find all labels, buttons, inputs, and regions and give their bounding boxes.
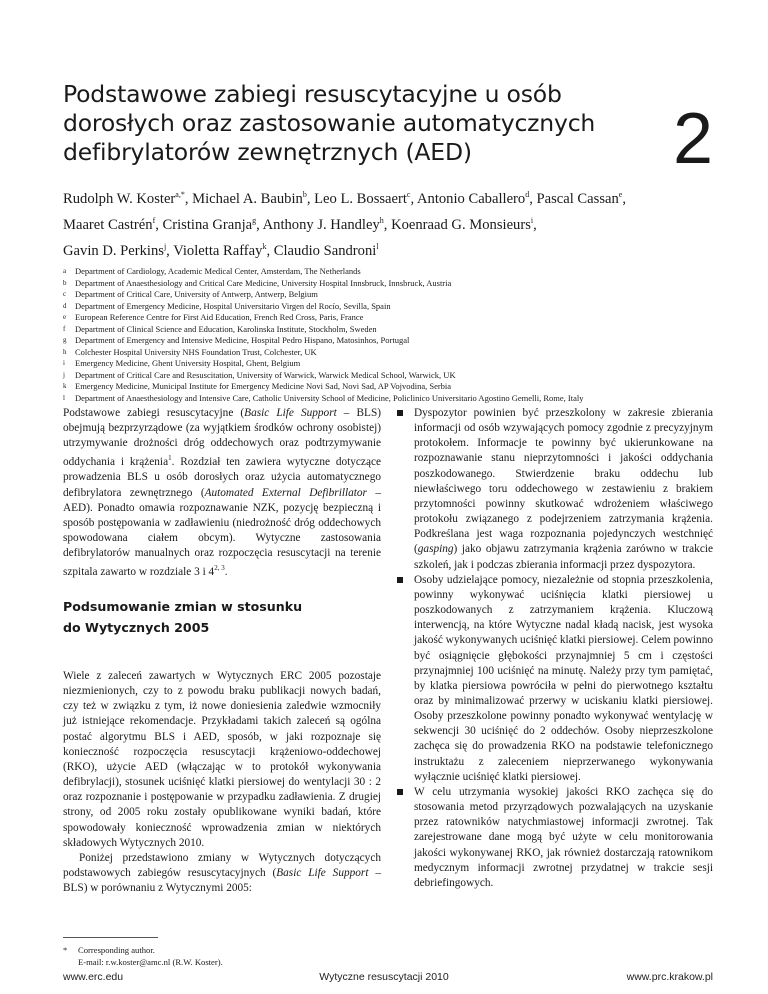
bullet-italic-term: gasping <box>417 543 454 556</box>
author-name: Claudio Sandroni <box>273 243 377 259</box>
author-name: Cristina Granja <box>162 217 253 233</box>
affiliation-text: Colchester Hospital University NHS Foundation Trust, Colchester, UK <box>75 346 317 357</box>
author-affiliation-mark: d <box>525 190 530 199</box>
affiliation-item <box>63 335 713 347</box>
author-name: Anthony J. Handley <box>262 217 380 233</box>
affiliation-text: Department of Anaesthesiology and Intensive Care, Catholic University School of Medicine, Policlinico Universitario Agostino Gemelli, Rome, Italy <box>75 393 584 404</box>
intro-text: – AED). Ponadto omawia rozpoznawanie NZK, pozycję bezpieczną i sposób postępowania w zadławieniu (niedrożność dróg oddechowych spowodowana ciałem obcym). Wytyczne zastosowania defibrylatorów manualnych oraz rozpoczęcia resuscytacji na terenie szpitala zawarto w rozdziale 3 i 4 <box>63 486 381 579</box>
title-line: dorosłych oraz zastosowanie automatycznych <box>63 109 596 137</box>
author-affiliation-mark: j <box>163 242 167 251</box>
bullet-text: ) jako objawu zatrzymania krążenia zarówno w trakcie szkoleń, jak i podczas zbierania informacji przez dyspozytora. <box>414 543 713 571</box>
footer-title: Wytyczne resuscytacji 2010 <box>319 971 449 983</box>
author-name: Antonio Caballero <box>416 191 526 207</box>
affiliation-text: Department of Critical Care and Resuscitation, University of Warwick, Warwick Medical School, Warwick, UK <box>75 369 456 380</box>
affiliation-item <box>63 266 713 278</box>
author-affiliation-mark: a,* <box>175 190 185 199</box>
author-affiliation-mark: b <box>302 190 307 199</box>
author-list: Rudolph W. Koster$^{a,*}$, Michael A. Baubin$^b$, Leo L. Bossaert$^c$, Antonio Caballero$^d$, Pascal Cassan$^e$, Maaret Castrén$^f$, Cristina Granja$^g$, Anthony J. Handley$^h$, Koenraad G. Monsieurs$^i$, Gavin D. Perkins$^j$, Violetta Raffay$^k$, Claudio Sandroni$^l$ <box>63 190 626 259</box>
affiliation-text: Department of Clinical Science and Education, Karolinska Institute, Stockholm, Sweden <box>75 323 377 334</box>
affiliation-item <box>63 381 713 393</box>
bullet-square-icon <box>397 789 403 795</box>
paragraph-text: – BLS) w porównaniu z Wytycznymi 2005: <box>63 867 381 895</box>
author-name: Michael A. Baubin <box>192 191 303 207</box>
author-affiliation-mark: l <box>376 242 379 251</box>
author-affiliation-mark: g <box>252 216 257 225</box>
affiliation-letter: j <box>63 370 65 379</box>
author-name: Gavin D. Perkins <box>63 243 164 259</box>
chapter-number: 2 <box>672 99 713 179</box>
footer-right-url[interactable]: www.prc.krakow.pl <box>626 971 713 983</box>
list-item <box>397 573 713 785</box>
affiliation-item <box>63 301 713 313</box>
footnote-text: Corresponding author. <box>78 945 155 955</box>
author-name: Maaret Castrén <box>63 217 153 233</box>
intro-italic-term: Automated External Defibrillator <box>204 486 367 499</box>
list-item <box>397 785 713 891</box>
affiliation-letter: e <box>63 313 67 322</box>
affiliation-text: Emergency Medicine, Ghent University Hospital, Ghent, Belgium <box>75 358 301 369</box>
intro-italic-term: Basic Life Support <box>244 407 337 419</box>
affiliation-letter: g <box>63 336 67 345</box>
affiliation-letter: i <box>63 359 65 368</box>
author-affiliation-mark: e <box>618 190 623 199</box>
affiliation-item <box>63 358 713 370</box>
heading-line: do Wytycznych 2005 <box>63 620 210 635</box>
affiliation-list <box>63 266 713 405</box>
footnote-divider <box>63 937 158 938</box>
affiliation-text: Department of Emergency Medicine, Hospital Universitario Virgen del Rocío, Sevilla, Spain <box>75 300 391 311</box>
affiliation-item <box>63 312 713 324</box>
heading-line: Podsumowanie zmian w stosunku <box>63 599 303 614</box>
affiliation-item <box>63 370 713 382</box>
affiliation-text: Department of Emergency and Intensive Medicine, Hospital Pedro Hispano, Matosinhos, Portugal <box>75 335 410 346</box>
title-line: defibrylatorów zewnętrznych (AED) <box>63 138 472 166</box>
author-affiliation-mark: h <box>379 216 384 225</box>
intro-text: . Rozdział ten zawiera wytyczne dotyczące prowadzenia BLS u osób dorosłych oraz użycia automatycznego defibrylatora zewnętrznego ( <box>63 456 381 499</box>
bullet-square-icon <box>397 577 403 583</box>
intro-text: Podstawowe zabiegi resuscytacyjne ( <box>63 407 245 419</box>
footnote <box>63 945 381 968</box>
affiliation-text: Department of Anaesthesiology and Critical Care Medicine, University Hospital Innsbruck, Innsbruck, Austria <box>75 277 452 288</box>
affiliation-letter: h <box>63 347 67 356</box>
author-affiliation-mark: i <box>530 216 534 225</box>
paragraph-text: Poniżej przedstawiono zmiany w Wytycznych dotyczących podstawowych zabiegów resuscytacyjnych ( <box>63 851 381 880</box>
affiliation-text: Emergency Medicine, Municipal Institute for Emergency Medicine Novi Sad, Novi Sad, AP Vojvodina, Serbia <box>75 381 452 392</box>
footer-left-url[interactable]: www.erc.edu <box>63 971 124 983</box>
intro-paragraph <box>63 406 381 580</box>
title-line: Podstawowe zabiegi resuscytacyjne u osób <box>63 80 562 108</box>
affiliation-text: Department of Cardiology, Academic Medical Center, Amsterdam, The Netherlands <box>75 266 361 276</box>
affiliation-letter: l <box>63 394 65 403</box>
bullet-text: Osoby udzielające pomocy, niezależnie od stopnia przeszkolenia, powinny wykonywać uciśnięcia klatki piersiowej u poszkodowanych z zatrzymaniem krążenia. Kluczową interwencją, na które Wytyczne nadal kładą nacisk, jest wysoka jakość wykonywanych uciśnięć klatki piersiowej. Celem powinno być osiągnięcie głębokości przynajmniej 5 cm i częstości przynajmniej 100 uciśnięć na minutę. Należy przy tym pamiętać, by klatka piersiowa powróciła w pełni do pierwotnego kształtu oraz by minimalizować przerwy w uciskaniu klatki piersiowej. Osoby przeszkolone powinny ponadto wykonywać wentylację w sekwencji 30 uciśnięć do 2 oddechów. Osoby nieprzeszkolone zachęca się do prowadzenia RKO na podstawie telefonicznego instruktażu z zaleceniem nieprzerwanego wykonywania wyłącznie uciśnięć klatki piersiowej. <box>414 573 713 783</box>
author-name: Violetta Raffay <box>173 243 263 259</box>
affiliation-text: Department of Critical Care, University of Antwerp, Antwerp, Belgium <box>75 289 318 300</box>
affiliation-item <box>63 347 713 359</box>
author-name: Pascal Cassan <box>536 191 619 207</box>
affiliation-letter: a <box>63 267 67 275</box>
section-paragraph: Wiele z zaleceń zawartych w Wytycznych ERC 2005 pozostaje niezmienionych, czy to z powodu braku publikacji nowych badań, czy też w związku z tym, iż nowe doniesienia zaledwie wzmocniły już istniejące rekomendacje. Przykładami takich zaleceń są ogólna postać algorytmu BLS i AED, sposób, w jaki rozpoznaje się konieczność rozpoczęcia resuscytacji krążeniowo-oddechowej (RKO), użycie AED (włączając w to protokół wykonywania defibrylacji), stosunek uciśnięć klatki piersiowej do wentylacji 30 : 2 oraz rozpoznanie i postępowanie w przypadku zadławienia. Z drugiej strony, od 2005 roku zostały opublikowane wyniki badań, które spowodowały konieczność wprowadzenia zmian w niektórych składowych Wytycznych 2010. <box>63 670 381 849</box>
bullet-text: W celu utrzymania wysokiej jakości RKO zachęca się do stosowania metod przyrządowych pozwalających na uzyskanie przez ratowników natychmiastowej informacji zwrotnej. Tak zarejestrowane dane mogą być użyte w celu monitorowania jakości wykonywanej RKO, jak również dostarczają ratownikom medycznym informacji zwrotnej przydatnej w trakcie sesji debriefingowych. <box>414 785 713 889</box>
section-body <box>63 669 381 896</box>
change-list <box>397 406 713 891</box>
chapter-title <box>63 80 633 167</box>
affiliation-letter: c <box>63 290 67 299</box>
citation-mark: 2, 3 <box>214 564 225 573</box>
paragraph-italic-term: Basic Life Support <box>276 867 369 880</box>
author-affiliation-mark: f <box>152 216 156 225</box>
affiliation-item <box>63 393 713 405</box>
affiliation-letter: d <box>63 301 67 310</box>
section-paragraph <box>63 851 381 896</box>
affiliation-item <box>63 324 713 336</box>
author-name: Leo L. Bossaert <box>314 191 407 207</box>
intro-text: . <box>224 566 228 579</box>
author-name: Koenraad G. Monsieurs <box>391 217 531 233</box>
section-heading <box>63 596 381 638</box>
author-affiliation-mark: k <box>262 242 267 251</box>
affiliation-letter: f <box>63 324 66 333</box>
footnote-mark: * <box>63 945 68 955</box>
affiliation-text: European Reference Centre for First Aid Education, French Red Cross, Paris, France <box>75 312 364 323</box>
affiliation-letter: b <box>63 278 67 287</box>
list-item <box>397 406 713 573</box>
author-name: Rudolph W. Koster <box>63 191 176 207</box>
affiliation-item <box>63 278 713 290</box>
author-affiliation-mark: c <box>406 190 411 199</box>
intro-text: – BLS) obejmują bezprzyrządowe (za wyjątkiem środków ochrony osobistej) utrzymywanie drożności dróg oddechowych oraz podtrzymywanie oddychania i krążenia <box>63 407 381 469</box>
affiliation-item <box>63 289 713 301</box>
footnote-email: E-mail: r.w.koster@amc.nl (R.W. Koster). <box>78 956 223 967</box>
affiliation-letter: k <box>63 382 67 391</box>
bullet-square-icon <box>397 410 403 416</box>
citation-mark: 1 <box>168 454 172 463</box>
bullet-text: Dyspozytor powinien być przeszkolony w zakresie zbierania informacji od osób wzywających pomocy zgodnie z precyzyjnym protokołem. Informacje te powinny być ukierunkowane na rozpoznawanie stanu nieprzytomności i jakości oddychania poszkodowanego. Stwierdzenie braku oddechu lub niewłaściwego toru oddechowego w zestawieniu z brakiem przytomności powinny skutkować wdrożeniem właściwego protokołu związanego z podejrzeniem zatrzymania krążenia. Podkreślana jest waga rozpoznania pojedynczych westchnięć ( <box>414 407 713 556</box>
